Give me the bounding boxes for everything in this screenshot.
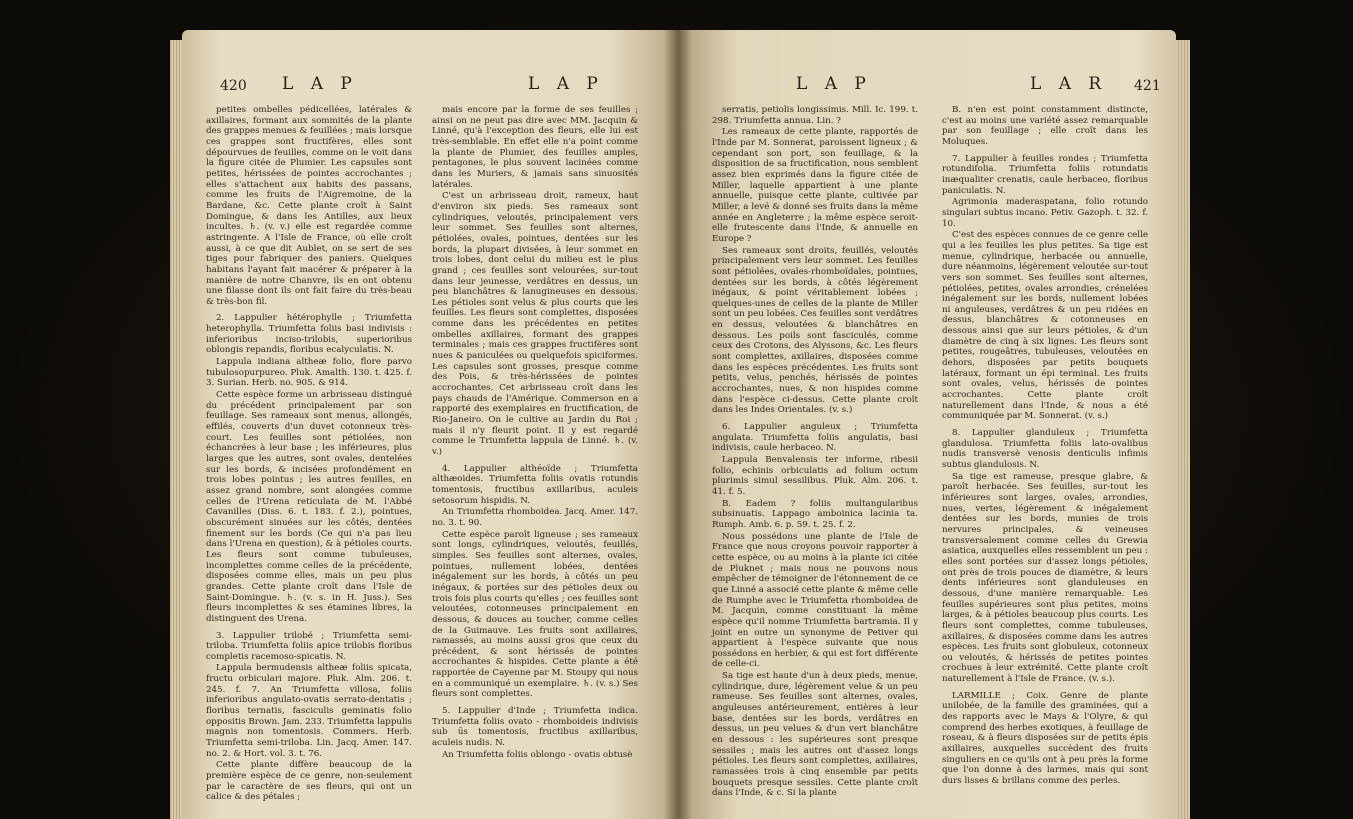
paragraph: Lappula Benvalensis ter informe, ribesii folio, echinis orbiculatis ad folium octum plurimis simul sessilibus. Pluk. Alm. 206. t. 41. f. 5. [712,455,918,497]
species-entry-heading: 2. Lappulier hétérophylle ; Triumfetta heterophylla. Triumfetta foliis basi indivisis : inferioribus inciso-trilobis, superioribus oblongis repandis, floribus ecalyculatis. N. [206,313,412,356]
paragraph: Les rameaux de cette plante, rapportés de l'Inde par M. Sonnerat, paroissent ligneux ; & cependant son port, son feuillage, & la disposition de sa fructification, nous semblent assez bien exprimés dans la figure citée de Miller, laquelle appartient à une plante annuelle, puisque cette plante, cultivée par Miller, a levé & donné ses fruits dans la même année en Angleterre ; la même espèce seroit-elle frutescente dans l'Inde, & annuelle en Europe ? [712,127,918,244]
paragraph: B. n'en est point constamment distincte, c'est au moins une variété assez remarquable par son feuillage ; elle croît dans les Moluques. [942,105,1148,147]
species-entry-heading: 6. Lappulier anguleux ; Triumfetta angulata. Triumfetta foliis angulatis, basi indivisis, caule herbaceo. N. [712,422,918,454]
right-page-column-2 [942,105,1148,788]
paragraph: Ses rameaux sont droits, feuillés, veloutés principalement vers leur sommet. Les feuilles sont pétiolées, ovales-rhomboïdales, pointues, dentées sur les bords, à côtés légèrement inégaux, & point véritablement lobées ; quelques-unes de celles de la plante de Miller sont un peu lobées. Ces feuilles sont verdâtres en dessus, veloutées & blanchâtres en dessous. Les poils sont fasciculés, comme ceux des Crotons, des Alyssons, &c. Les fleurs sont complettes, axillaires, disposées comme dans les espèces précédentes. Les fruits sont petits, velus, penchés, hérissés de pointes accrochantes, nues, & non hispides comme dans l'espèce ci-dessus. Cette plante croît dans les Indes Orientales. (v. s.) [712,245,918,416]
species-entry-heading: LARMILLE ; Coix. Genre de plante unilobée, de la famille des graminées, qui a des rapports avec le Mays & l'Olyre, & qui comprend des herbes exotiques, à feuillage de roseau, & à fleurs disposées sur de petits épis axillaires, auxquelles succèdent des fruits singuliers en ce qu'ils ont à peu près la forme que l'on donne à des larmes, mais qui sont durs lisses & brillans comme des perles. [942,690,1148,787]
species-entry-heading: 4. Lappulier althéoïde ; Triumfetta althæoides. Triumfetta foliis ovatis rotundis tomentosis, fructibus axillaribus, aculeis setosorum hispidis. N. [432,463,638,506]
paragraph: C'est un arbrisseau droit, rameux, haut d'environ six pieds. Ses rameaux sont cylindriques, veloutés, principalement vers leur sommet. Ses feuilles sont alternes, pétiolées, ovales, pointues, dentées sur les bords, la plupart divisées, à leur sommet en trois lobes, dont celui du milieu est le plus grand ; ces feuilles sont velourées, sur-tout dans leur jeunesse, verdâtres en dessus, un peu blanchâtres & lanugineuses en dessous. Les pétioles sont velus & plus courts que les feuilles. Les fleurs sont complettes, disposées comme dans les précédentes en petites ombelles axillaires, formant des grappes terminales ; mais ces grappes fructifères sont nues & paniculées ou quelquefois spiciformes. Les capsules sont grosses, presque comme des Pois, & très-hérissées de pointes accrochantes. Cet arbrisseau croît dans les pays chauds de l'Amérique. Commerson en a rapporté des exemplaires en fructification, de Rio-Janeiro. On le cultive au Jardin du Roi ; mais il n'y fleurit point. Il y est regardé comme le Triumfetta lappula de Linné. ♄. (v. v.) [432,191,638,457]
left-page-column-2 [432,105,638,761]
paragraph: mais encore par la forme de ses feuilles ; ainsi on ne peut pas dire avec MM. Jacquin & Linné, qu'à l'exception des fleurs, elle lui est très-semblable. En effet elle n'a point comme la plante de Plumier, des feuilles amples, pentagones, le plus souvent lacinées comme dans les Muriers, & jamais sans sinuosités latérales. [432,105,638,190]
paragraph: An Triumfetta foliis oblongo - ovatis obtusè [442,749,633,760]
paragraph: serratis, petiolis longissimis. Mill. Ic. 199. t. 298. Triumfetta annua. Lin. ? [712,105,918,126]
right-running-head-1: L A P [796,74,872,94]
paragraph: Sa tige est haute d'un à deux pieds, menue, cylindrique, dure, légèrement velue & un peu rameuse. Ses feuilles sont alternes, ovales, anguleuses antérieurement, entières à leur base, dentées sur les bords, verdâtres en dessus, un peu velues & d'un vert blanchâtre en dessous : les supérieures sont presque sessiles ; mais les autres ont d'assez longs pétioles. Les fleurs sont complettes, axillaires, ramassées trois à cinq ensemble par petits bouquets presque sessiles. Cette plante croît dans l'Inde, & c. Si la plante [712,671,918,799]
right-page-number: 421 [1134,78,1161,94]
paragraph: B. Eadem ? foliis multangularibus subsinuatis. Lappago amboinica lacinia ta. Rumph. Amb. 6. p. 59. t. 25. f. 2. [712,498,918,530]
paragraph: Sa tige est rameuse, presque glabre, & paroît herbacée. Ses feuilles, sur-tout les inférieures sont larges, ovales, arrondies, nues, vertes, légèrement & inégalement dentées sur les bords, munies de trois nervures principales, & veineuses transversalement comme celles du Grewia asiatica, auxquelles elles ressemblent un peu : elles sont portées sur d'assez longs pétioles, ont près de trois pouces de diamètre, & leurs dents inférieures sont glanduleuses en dessous, d'une manière remarquable. Les feuilles supérieures sont plus petites, moins larges, & à pétioles beaucoup plus courts. Les fleurs sont complettes, comme tubuleuses, axillaires, & disposées comme dans les autres espèces. Les fruits sont globuleux, cotonneux ou veloutés, & hérissés de petites pointes crochues à leur extrémité. Cette plante croît naturellement à l'Isle de France. (v. s.). [942,471,1148,685]
right-page-column-1 [712,105,918,800]
left-page-column-1 [206,105,412,804]
paragraph: An Triumfetta rhomboidea. Jacq. Amer. 147. no. 3. t. 90. [432,507,638,528]
paragraph: C'est des espèces connues de ce genre celle qui a les feuilles les plus petites. Sa tige est menue, cylindrique, herbacée ou annuelle, dure néanmoins, légèrement veloutée sur-tout vers son sommet. Ses feuilles sont alternes, pétiolées, petites, ovales arrondies, crénelées inégalement sur les bords, nullement lobées ni anguleuses, verdâtres & un peu ridées en dessus, blanchâtres & cotonneuses en dessous ainsi que sur leurs pétioles, & d'un diamètre de cinq à six lignes. Les fleurs sont petites, rougeâtres, tubuleuses, veloutées en dehors, disposées par petits bouquets latéraux, formant un épi terminal. Les fruits sont ovales, velus, hérissés de pointes accrochantes. Cette plante croît naturellement dans l'Inde, & nous a été communiquée par M. Sonnerat. (v. s.) [942,230,1148,422]
right-page [678,30,1176,819]
right-running-head-2: L A R [1030,74,1108,94]
left-page-number: 420 [220,78,247,94]
species-entry-heading: 8. Lappulier glanduleux ; Triumfetta glandulosa. Triumfetta foliis lato-ovalibus nudis transversè venosis denticulis infimis subtus glandulosis. N. [942,428,1148,470]
left-running-head-2: L A P [528,74,604,94]
paragraph: Cette espèce paroît ligneuse ; ses rameaux sont longs, cylindriques, veloutés, feuillés, simples. Ses feuilles sont alternes, ovales, pointues, nullement lobées, dentées inégalement sur les bords, à côtés un peu inégaux, & portées sur des pétioles deux ou trois fois plus courts qu'elles ; ces feuilles sont veloutées, cotonneuses principalement en dessous, & douces au toucher, comme celles de la Guimauve. Les fruits sont axillaires, ramassés, au moins aussi gros que ceux du précédent, & sont hérissés de pointes accrochantes & hispides. Cette plante a été rapportée de Cayenne par M. Stoupy qui nous en a communiqué un exemplaire. ♄. (v. s.) Ses fleurs sont complettes. [432,529,638,700]
paragraph: petites ombelles pédicellées, latérales & axillaires, formant aux sommités de la plante des grappes menues & feuillées ; mais lorsque ces grappes sont fructifères, elles sont dépourvues de feuilles, comme on le voit dans la figure citée de Plumier. Les capsules sont petites, hérissées de pointes accrochantes ; elles s'attachent aux habits des passans, comme les fruits de l'Aigremoine, de la Bardane, &c. Cette plante croît à Saint Domingue, & dans les Antilles, aux lieux incultes. ♄. (v. v.) elle est regardée comme astringente. A l'Isle de France, où elle croît aussi, à ce que dit Aublet, on se sert de ses tiges pour fabriquer des paniers. Quelques habitans l'ayant fait macérer & préparer à la manière de notre Chanvre, ils en ont obtenu une filasse dont ils ont fait faire du très-beau & très-bon fil. [206,105,412,307]
paragraph: Lappula indiana altheæ folio, flore parvo tubulosopurpureo. Pluk. Amalth. 130. t. 425. f. 3. Surian. Herb. no. 905. & 914. [206,357,412,389]
left-page [182,30,678,819]
right-page-edges [1176,40,1190,819]
paragraph: Lappula bermudensis altheæ foliis spicata, fructu orbiculari majore. Pluk. Alm. 206. t. 245. f. 7. An Triumfetta villosa, foliis inferioribus angulato-ovatis serrato-dentatis ; floribus ternatis, fasciculis geminatis folio oppositis Brown. Jam. 233. Triumfetta lappulis magnis non tomentosis. Commers. Herb. Triumfetta semi-triloba. Lin. Jacq. Amer. 147. no. 2. & Hort. vol. 3. t. 76. [206,663,412,759]
paragraph: Nous possédons une plante de l'Isle de France que nous croyons pouvoir rapporter à cette espèce, ou au moins à la plante ici citée de Pluknet ; mais nous ne pouvons nous empêcher de témoigner de l'étonnement de ce que Linné a associé cette plante & même celle de Rumphe avec le Triumfetta rhomboidea de M. Jacquin, comme constituant la même espèce qu'il nomme Triumfetta bartramia. Il y joint en outre un synonyme de Petiver qui appartient à l'espèce suivante que nous possédons en herbier, & qui est fort différente de celle-ci. [712,531,918,670]
species-entry-heading: 5. Lappulier d'Inde ; Triumfetta indica. Triumfetta foliis ovato - rhomboideis indivisis sub ūs tomentosis, fructibus axillaribus, aculeis nudis. N. [432,706,638,749]
species-entry-heading: 3. Lappulier trilobé ; Triumfetta semi-triloba. Triumfetta foliis apice trilobis floribus completis racemoso-spicatis. N. [206,630,412,662]
paragraph: Cette espèce forme un arbrisseau distingué du précédent principalement par son feuillage. Ses rameaux sont menus, allongés, effilés, couverts d'un duvet cotonneux très-court. Les feuilles sont pétiolées, non échancrées à leur base ; les inférieures, plus larges que les autres, sont ovales, dentelées sur les bords, & incisées profondément en trois lobes pointus ; les autres feuilles, en assez grand nombre, sont alongées comme celles de l'Urena reticulata de M. l'Abbé Cavanilles (Diss. 6. t. 183. f. 2.), pointues, obscurément sinuées sur les côtés, dentées finement sur les bords (Ce qui n'a pas lieu dans l'Urena en question), & à pétioles courts. Les fleurs sont comme tubuleuses, incomplettes comme celles de la précédente, disposées comme elles, mais un peu plus grandes. Cette plante croît dans l'Isle de Saint-Domingue. ♄. (v. s. in H. Juss.). Ses fleurs incomplettes & ses étamines libres, la distinguent des Urena. [206,390,412,624]
paragraph: Cette plante diffère beaucoup de la première espèce de ce genre, non-seulement par le caractère de ses fleurs, qui ont un calice & des pétales ; [206,760,412,803]
paragraph: Agrimonia maderaspatana, folio rotundo singulari subtus incano. Petiv. Gazoph. t. 32. f. 10. [942,197,1148,229]
species-entry-heading: 7. Lappulier à feuilles rondes ; Triumfetta rotundifolia. Triumfetta foliis rotundatis inæqualiter crenatis, caule herbaceo, floribus paniculatis. N. [942,153,1148,196]
left-running-head-1: L A P [282,74,358,94]
